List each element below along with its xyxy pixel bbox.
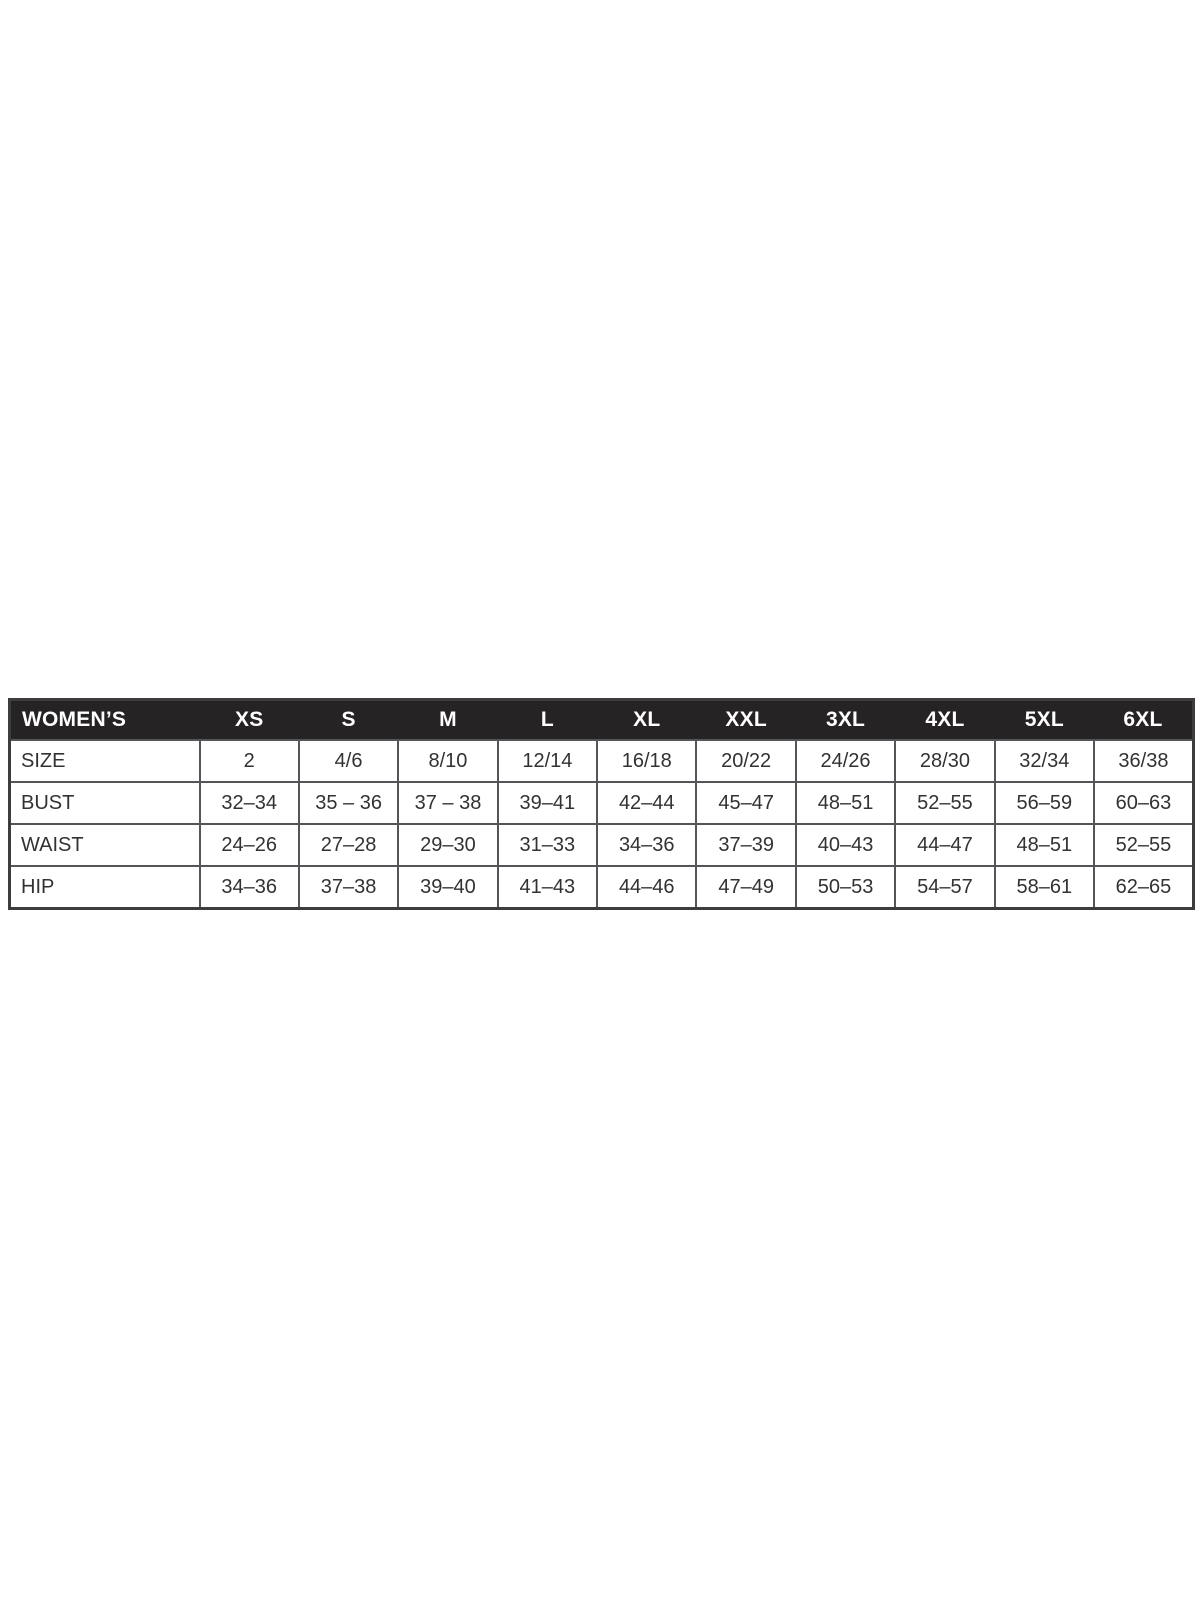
header-row <box>10 700 1194 741</box>
data-cell: 31–33 <box>498 824 597 866</box>
data-cell: 34–36 <box>200 866 299 909</box>
womens-size-chart <box>8 698 1195 910</box>
table-row-size <box>10 740 1194 782</box>
data-cell: 37–38 <box>299 866 398 909</box>
header-cell-5xl: 5XL <box>995 700 1094 741</box>
data-cell: 39–41 <box>498 782 597 824</box>
size-chart-container <box>8 698 1195 910</box>
data-cell: 37–39 <box>696 824 795 866</box>
data-cell: 54–57 <box>895 866 994 909</box>
header-cell-6xl: 6XL <box>1094 700 1193 741</box>
data-cell: 27–28 <box>299 824 398 866</box>
data-cell: 20/22 <box>696 740 795 782</box>
data-cell: 37 – 38 <box>398 782 497 824</box>
data-cell: 45–47 <box>696 782 795 824</box>
table-row-hip <box>10 866 1194 909</box>
header-cell-s: S <box>299 700 398 741</box>
header-cell-xl: XL <box>597 700 696 741</box>
data-cell: 12/14 <box>498 740 597 782</box>
data-cell: 44–46 <box>597 866 696 909</box>
header-cell-l: L <box>498 700 597 741</box>
data-cell: 47–49 <box>696 866 795 909</box>
header-cell-m: M <box>398 700 497 741</box>
data-cell: 39–40 <box>398 866 497 909</box>
row-label-waist: WAIST <box>10 824 200 866</box>
header-cell-xs: XS <box>200 700 299 741</box>
data-cell: 52–55 <box>1094 824 1193 866</box>
data-cell: 41–43 <box>498 866 597 909</box>
table-row-bust <box>10 782 1194 824</box>
data-cell: 50–53 <box>796 866 895 909</box>
data-cell: 29–30 <box>398 824 497 866</box>
header-cell-xxl: XXL <box>696 700 795 741</box>
data-cell: 44–47 <box>895 824 994 866</box>
header-cell-4xl: 4XL <box>895 700 994 741</box>
data-cell: 42–44 <box>597 782 696 824</box>
data-cell: 24–26 <box>200 824 299 866</box>
data-cell: 35 – 36 <box>299 782 398 824</box>
data-cell: 32/34 <box>995 740 1094 782</box>
data-cell: 4/6 <box>299 740 398 782</box>
data-cell: 34–36 <box>597 824 696 866</box>
data-cell: 40–43 <box>796 824 895 866</box>
table-row-waist <box>10 824 1194 866</box>
data-cell: 60–63 <box>1094 782 1193 824</box>
data-cell: 8/10 <box>398 740 497 782</box>
data-cell: 48–51 <box>995 824 1094 866</box>
data-cell: 16/18 <box>597 740 696 782</box>
data-cell: 36/38 <box>1094 740 1193 782</box>
data-cell: 28/30 <box>895 740 994 782</box>
row-label-hip: HIP <box>10 866 200 909</box>
data-cell: 58–61 <box>995 866 1094 909</box>
row-label-bust: BUST <box>10 782 200 824</box>
data-cell: 2 <box>200 740 299 782</box>
data-cell: 52–55 <box>895 782 994 824</box>
data-cell: 24/26 <box>796 740 895 782</box>
data-cell: 56–59 <box>995 782 1094 824</box>
data-cell: 62–65 <box>1094 866 1193 909</box>
data-cell: 32–34 <box>200 782 299 824</box>
row-label-size: SIZE <box>10 740 200 782</box>
data-cell: 48–51 <box>796 782 895 824</box>
header-cell-womens: WOMEN’S <box>10 700 200 741</box>
header-cell-3xl: 3XL <box>796 700 895 741</box>
